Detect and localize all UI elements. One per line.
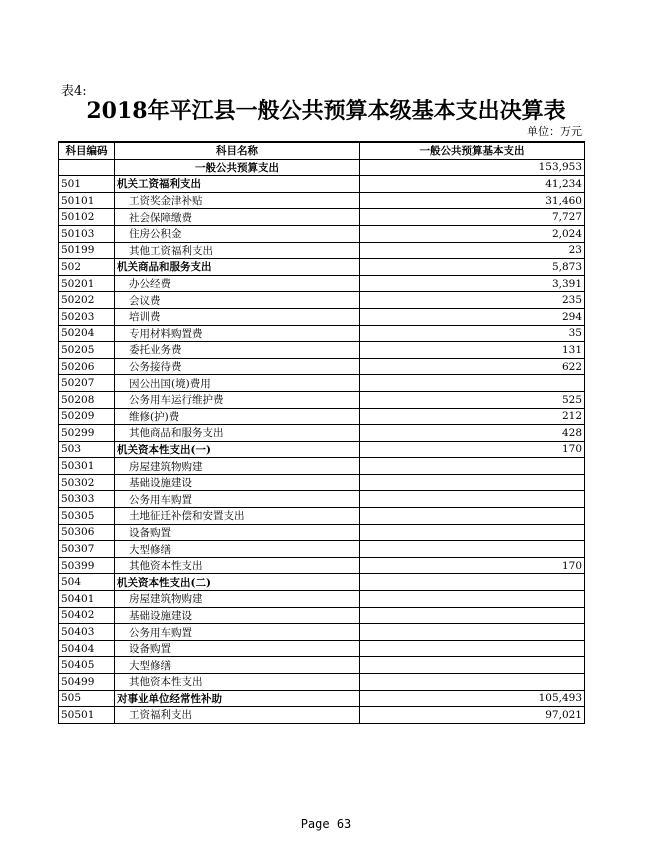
- header-name: 科目名称: [115, 142, 360, 159]
- row-name: 其他资本性支出: [115, 674, 360, 691]
- row-code: 503: [59, 441, 115, 458]
- row-name: 房屋建筑物购建: [115, 458, 360, 475]
- page-footer: Page 63: [300, 817, 352, 831]
- row-code: 50209: [59, 408, 115, 425]
- row-name: 设备购置: [115, 640, 360, 657]
- row-value: [360, 491, 585, 508]
- row-value: 7,727: [360, 209, 585, 226]
- table-row: [59, 292, 585, 309]
- table-row: [59, 624, 585, 641]
- table-row: [59, 259, 585, 276]
- table-row: [59, 657, 585, 674]
- row-code: [59, 159, 115, 176]
- row-code: 50103: [59, 225, 115, 242]
- table-row: [59, 524, 585, 541]
- row-name: 维修(护)费: [115, 408, 360, 425]
- row-value: [360, 508, 585, 525]
- row-name: 大型修缮: [115, 541, 360, 558]
- table-row: [59, 474, 585, 491]
- row-code: 501: [59, 176, 115, 193]
- row-value: 525: [360, 391, 585, 408]
- row-code: 50403: [59, 624, 115, 641]
- row-name: 设备购置: [115, 524, 360, 541]
- row-code: 50501: [59, 707, 115, 724]
- header-value: 一般公共预算基本支出: [360, 142, 585, 159]
- table-row: [59, 375, 585, 392]
- row-code: 50208: [59, 391, 115, 408]
- row-code: 50307: [59, 541, 115, 558]
- row-name: 因公出国(境)费用: [115, 375, 360, 392]
- row-value: [360, 541, 585, 558]
- table-number: 表4:: [61, 84, 87, 99]
- row-name: 会议费: [115, 292, 360, 309]
- row-value: 170: [360, 557, 585, 574]
- row-value: 41,234: [360, 176, 585, 193]
- row-name: 机关工资福利支出: [115, 176, 360, 193]
- row-name: 公务用车购置: [115, 624, 360, 641]
- row-value: 294: [360, 308, 585, 325]
- table-row: [59, 541, 585, 558]
- row-value: [360, 624, 585, 641]
- table-row: [59, 607, 585, 624]
- row-value: [360, 458, 585, 475]
- row-value: [360, 674, 585, 691]
- table-header-row: [59, 142, 585, 159]
- row-code: 50299: [59, 425, 115, 442]
- unit-label: 单位：万元: [527, 125, 582, 138]
- row-value: 235: [360, 292, 585, 309]
- table-row: [59, 358, 585, 375]
- page-title: 2018年平江县一般公共预算本级基本支出决算表: [86, 98, 566, 124]
- row-code: 50205: [59, 342, 115, 359]
- row-value: [360, 574, 585, 591]
- row-value: 153,953: [360, 159, 585, 176]
- row-name: 公务用车运行维护费: [115, 391, 360, 408]
- row-name: 基础设施建设: [115, 474, 360, 491]
- row-code: 505: [59, 690, 115, 707]
- row-value: [360, 375, 585, 392]
- row-name: 公务用车购置: [115, 491, 360, 508]
- table-row: [59, 425, 585, 442]
- table-row: [59, 690, 585, 707]
- row-value: [360, 591, 585, 608]
- row-code: 50201: [59, 275, 115, 292]
- table-row: [59, 458, 585, 475]
- table-row: [59, 342, 585, 359]
- row-value: 5,873: [360, 259, 585, 276]
- row-code: 50402: [59, 607, 115, 624]
- row-code: 50102: [59, 209, 115, 226]
- row-value: 2,024: [360, 225, 585, 242]
- row-code: 50401: [59, 591, 115, 608]
- table-row: [59, 325, 585, 342]
- row-code: 50302: [59, 474, 115, 491]
- row-name: 其他工资福利支出: [115, 242, 360, 259]
- row-value: [360, 657, 585, 674]
- row-name: 土地征迁补偿和安置支出: [115, 508, 360, 525]
- table-row: [59, 176, 585, 193]
- row-value: [360, 640, 585, 657]
- row-value: 622: [360, 358, 585, 375]
- row-code: 50305: [59, 508, 115, 525]
- table-row: [59, 574, 585, 591]
- table-row: [59, 192, 585, 209]
- table-row: [59, 159, 585, 176]
- row-value: 131: [360, 342, 585, 359]
- table-row: [59, 242, 585, 259]
- row-code: 50207: [59, 375, 115, 392]
- table-row: [59, 225, 585, 242]
- table-row: [59, 441, 585, 458]
- row-code: 504: [59, 574, 115, 591]
- row-value: 97,021: [360, 707, 585, 724]
- row-name: 大型修缮: [115, 657, 360, 674]
- table-row: [59, 508, 585, 525]
- table-row: [59, 275, 585, 292]
- table-row: [59, 209, 585, 226]
- row-name: 其他商品和服务支出: [115, 425, 360, 442]
- row-name: 机关资本性支出(一): [115, 441, 360, 458]
- row-value: 23: [360, 242, 585, 259]
- row-name: 机关资本性支出(二): [115, 574, 360, 591]
- row-name: 专用材料购置费: [115, 325, 360, 342]
- row-code: 50204: [59, 325, 115, 342]
- row-value: 212: [360, 408, 585, 425]
- row-code: 50405: [59, 657, 115, 674]
- row-code: 50203: [59, 308, 115, 325]
- table-row: [59, 391, 585, 408]
- row-name: 办公经费: [115, 275, 360, 292]
- table-row: [59, 640, 585, 657]
- row-name: 培训费: [115, 308, 360, 325]
- table-row: [59, 674, 585, 691]
- row-code: 502: [59, 259, 115, 276]
- row-code: 50399: [59, 557, 115, 574]
- table-row: [59, 491, 585, 508]
- row-name: 社会保障缴费: [115, 209, 360, 226]
- row-name: 住房公积金: [115, 225, 360, 242]
- row-code: 50206: [59, 358, 115, 375]
- row-name: 工资福利支出: [115, 707, 360, 724]
- table-row: [59, 707, 585, 724]
- row-value: 105,493: [360, 690, 585, 707]
- row-value: 31,460: [360, 192, 585, 209]
- row-value: 170: [360, 441, 585, 458]
- row-code: 50202: [59, 292, 115, 309]
- row-code: 50199: [59, 242, 115, 259]
- row-name: 其他资本性支出: [115, 557, 360, 574]
- row-value: 3,391: [360, 275, 585, 292]
- row-value: [360, 524, 585, 541]
- row-code: 50303: [59, 491, 115, 508]
- row-value: 428: [360, 425, 585, 442]
- expenditure-table: [58, 141, 585, 724]
- row-code: 50404: [59, 640, 115, 657]
- row-name: 委托业务费: [115, 342, 360, 359]
- row-code: 50301: [59, 458, 115, 475]
- row-name: 房屋建筑物购建: [115, 591, 360, 608]
- row-value: [360, 474, 585, 491]
- header-code: 科目编码: [59, 142, 115, 159]
- row-code: 50306: [59, 524, 115, 541]
- table-row: [59, 557, 585, 574]
- row-name: 机关商品和服务支出: [115, 259, 360, 276]
- row-name: 一般公共预算支出: [115, 159, 360, 176]
- table-row: [59, 591, 585, 608]
- table-row: [59, 308, 585, 325]
- table-row: [59, 408, 585, 425]
- row-name: 公务接待费: [115, 358, 360, 375]
- row-name: 对事业单位经常性补助: [115, 690, 360, 707]
- row-code: 50101: [59, 192, 115, 209]
- row-value: [360, 607, 585, 624]
- row-value: 35: [360, 325, 585, 342]
- row-name: 基础设施建设: [115, 607, 360, 624]
- row-code: 50499: [59, 674, 115, 691]
- row-name: 工资奖金津补贴: [115, 192, 360, 209]
